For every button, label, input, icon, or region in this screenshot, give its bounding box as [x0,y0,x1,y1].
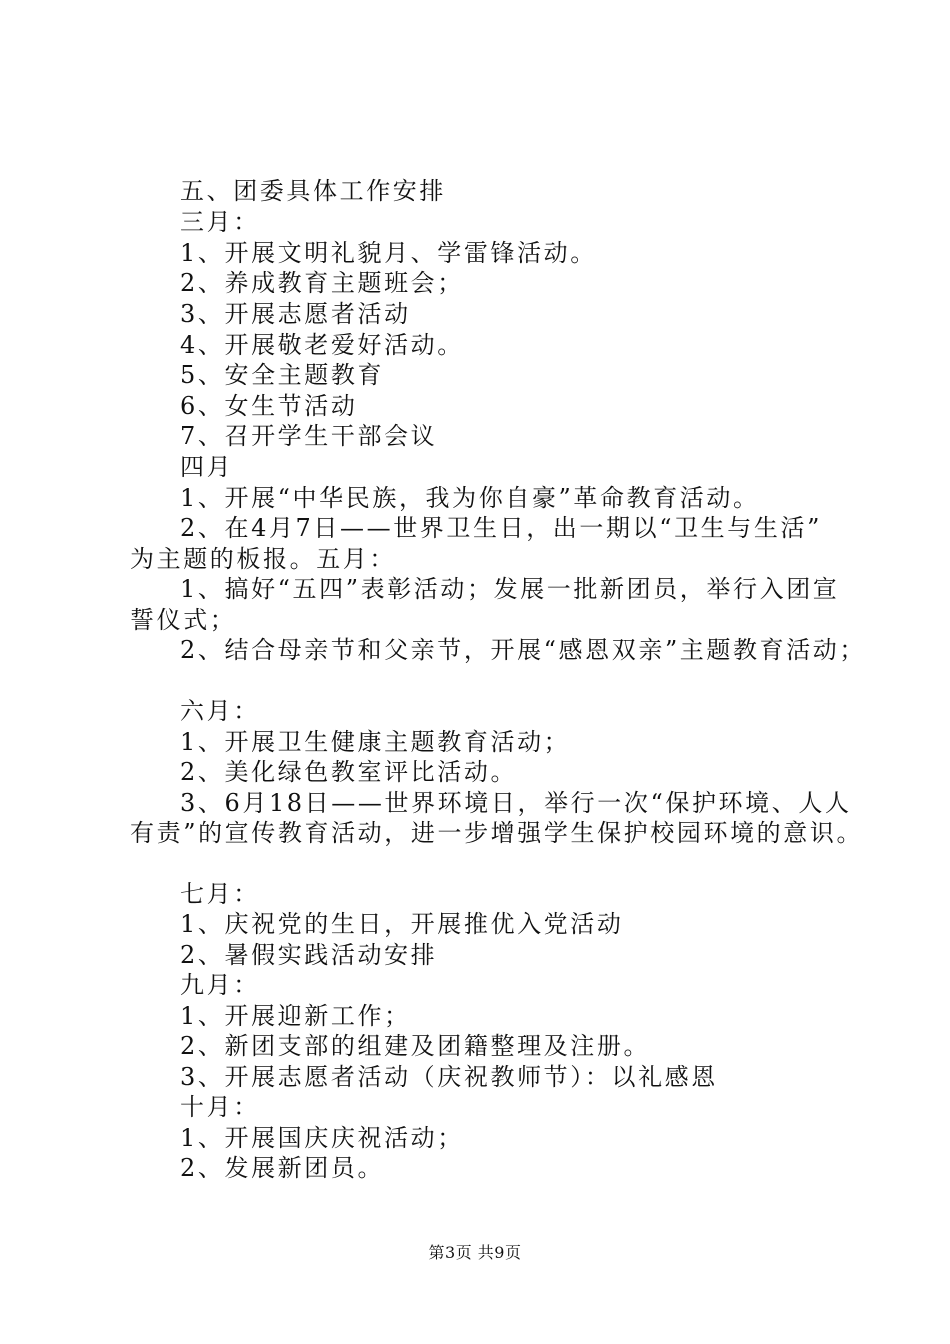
list-item: 1、开展国庆庆祝活动； [180,1124,464,1152]
list-item: 1、开展卫生健康主题教育活动； [180,728,571,756]
list-item: 6、女生节活动 [180,392,358,420]
list-item: 2、养成教育主题班会； [180,269,464,297]
month-heading-march: 三月： [180,208,260,236]
list-item: 2、发展新团员。 [180,1154,385,1182]
paragraph-line: 3、6月18日——世界环境日，举行一次“保护环境、人人 [180,789,852,817]
paragraph-line: 1、搞好“五四”表彰活动；发展一批新团员，举行入团宣 [180,575,840,603]
paragraph-line: 誓仪式； [130,606,237,634]
month-heading-april: 四月 [180,453,234,481]
month-heading-october: 十月： [180,1093,260,1121]
paragraph-line: 2、结合母亲节和父亲节，开展“感恩双亲”主题教育活动； [180,636,867,664]
list-item: 1、开展“中华民族，我为你自豪”革命教育活动。 [180,484,760,512]
month-heading-june: 六月： [180,697,260,725]
list-item: 7、召开学生干部会议 [180,422,438,450]
page-number-footer: 第3页 共9页 [428,1243,522,1262]
list-item: 1、庆祝党的生日，开展推优入党活动 [180,910,624,938]
list-item: 3、开展志愿者活动 [180,300,411,328]
paragraph-line: 有责”的宣传教育活动，进一步增强学生保护校园环境的意识。 [130,819,864,847]
paragraph-line: 2、在4月7日——世界卫生日，出一期以“卫生与生活” [180,514,822,542]
list-item: 5、安全主题教育 [180,361,385,389]
section-heading: 五、团委具体工作安排 [180,177,446,205]
paragraph-line: 为主题的板报。五月： [130,545,396,573]
list-item: 2、新团支部的组建及团籍整理及注册。 [180,1032,651,1060]
month-heading-september: 九月： [180,971,260,999]
list-item: 1、开展迎新工作； [180,1002,411,1030]
list-item: 4、开展敬老爱好活动。 [180,331,464,359]
month-heading-july: 七月： [180,880,260,908]
list-item: 3、开展志愿者活动（庆祝教师节）：以礼感恩 [180,1063,718,1091]
list-item: 2、美化绿色教室评比活动。 [180,758,518,786]
list-item: 2、暑假实践活动安排 [180,941,438,969]
list-item: 1、开展文明礼貌月、学雷锋活动。 [180,239,597,267]
